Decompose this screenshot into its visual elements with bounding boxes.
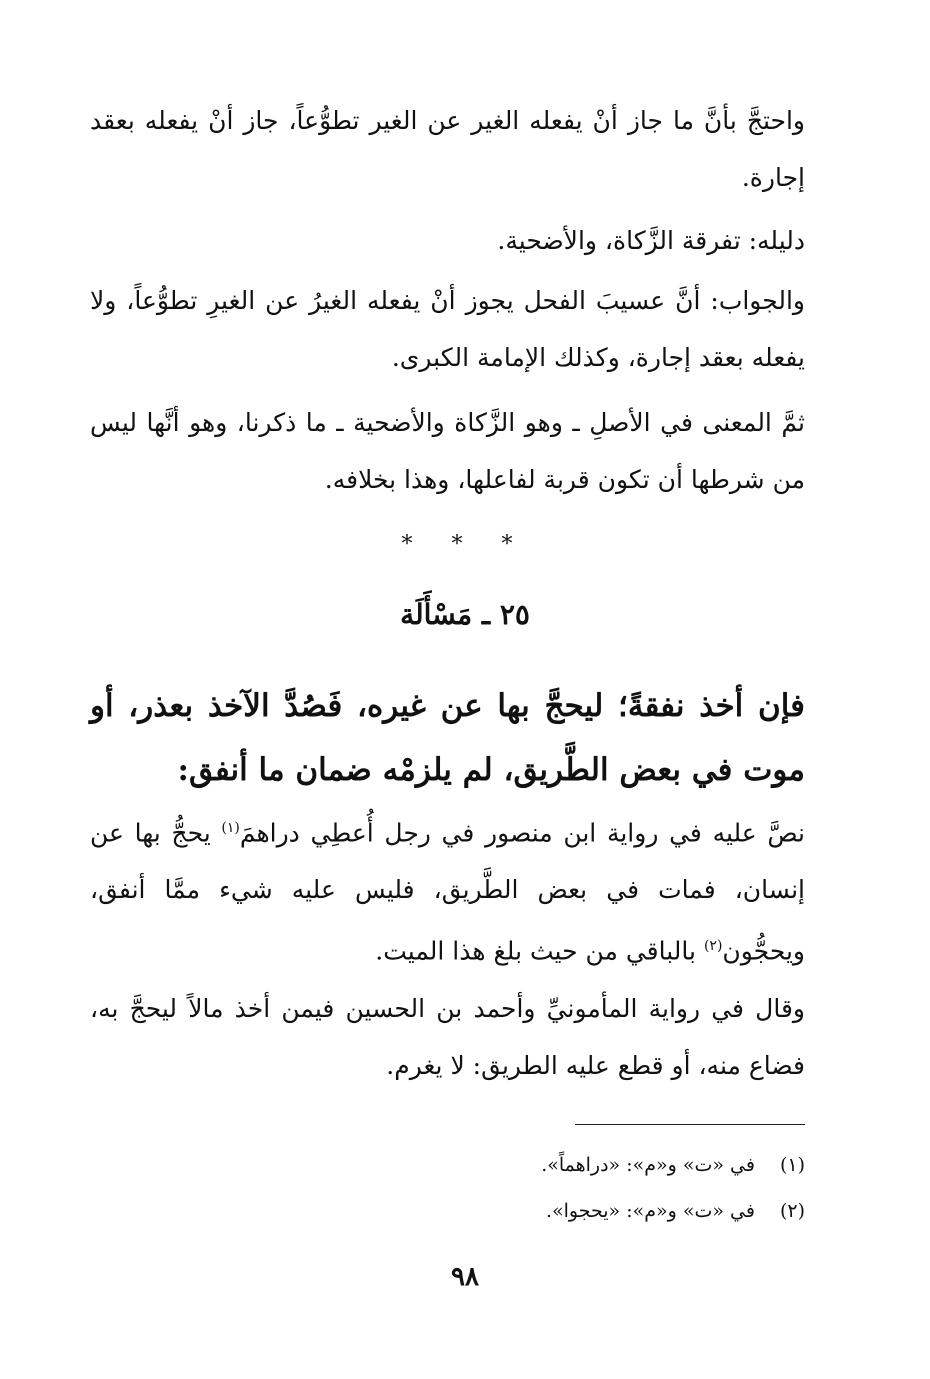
issue-title: مَسْأَلَة	[400, 598, 473, 631]
paragraph-meaning: ثمَّ المعنى في الأصلِ ـ وهو الزَّكاة والأضحية ـ ما ذكرنا، وهو أنَّها ليس من شرطها أن تكون قربة لفاعلها، وهذا بخلافه.	[90, 408, 805, 494]
footnotes	[400, 1142, 805, 1234]
narration-text-2: يحجُّ بها عن إنسان، فمات في بعض الطَّريق، فليس عليه شيء ممَّا أنفق، ويحجُّون	[90, 818, 805, 966]
footnote-1	[400, 1142, 805, 1188]
issue-question: فإن أخذ نفقةً؛ ليحجَّ بها عن غيره، فَصُدَّ الآخذ بعذر، أو موت في بعض الطَّريق، لم يلزمْه ضمان ما أنفق:	[90, 688, 805, 788]
paragraph-evidence: دليله: تفرقة الزَّكاة، والأضحية.	[497, 226, 805, 255]
narration-text-1: نصَّ عليه في رواية ابن منصور في رجل أُعطِي دراهمَ	[239, 818, 805, 848]
narration-text-3: بالباقي من حيث بلغ هذا الميت.	[375, 936, 704, 966]
footnote-2	[400, 1188, 805, 1234]
footnote-divider	[575, 1124, 805, 1125]
footnote-ref-2[interactable]: (٢)	[703, 938, 723, 955]
section-separator: * * *	[401, 532, 529, 557]
issue-number: ٢٥ ـ	[481, 598, 530, 631]
paragraph-narration	[90, 800, 805, 980]
footnote-number: (٢)	[779, 1200, 805, 1222]
paragraph-argument: واحتجَّ بأنَّ ما جاز أنْ يفعله الغير عن الغير تطوُّعاً، جاز أنْ يفعله بعقد إجارة.	[90, 106, 805, 192]
footnote-text: في «ت» و«م»: «دراهماً».	[541, 1154, 755, 1176]
page-number: ٩٨	[451, 1262, 479, 1292]
footnote-number: (١)	[779, 1154, 805, 1176]
issue-heading	[0, 598, 930, 631]
paragraph-answer: والجواب: أنَّ عسيبَ الفحل يجوز أنْ يفعله الغيرُ عن الغيرِ تطوُّعاً، ولا يفعله بعقد إجارة، وكذلك الإمامة الكبرى.	[90, 286, 805, 372]
paragraph-second-narration: وقال في رواية المأمونيِّ وأحمد بن الحسين فيمن أخذ مالاً ليحجَّ به، فضاع منه، أو قطع عليه الطريق: لا يغرم.	[90, 994, 805, 1080]
footnote-text: في «ت» و«م»: «يحجوا».	[545, 1200, 755, 1222]
footnote-ref-1[interactable]: (١)	[221, 820, 240, 836]
